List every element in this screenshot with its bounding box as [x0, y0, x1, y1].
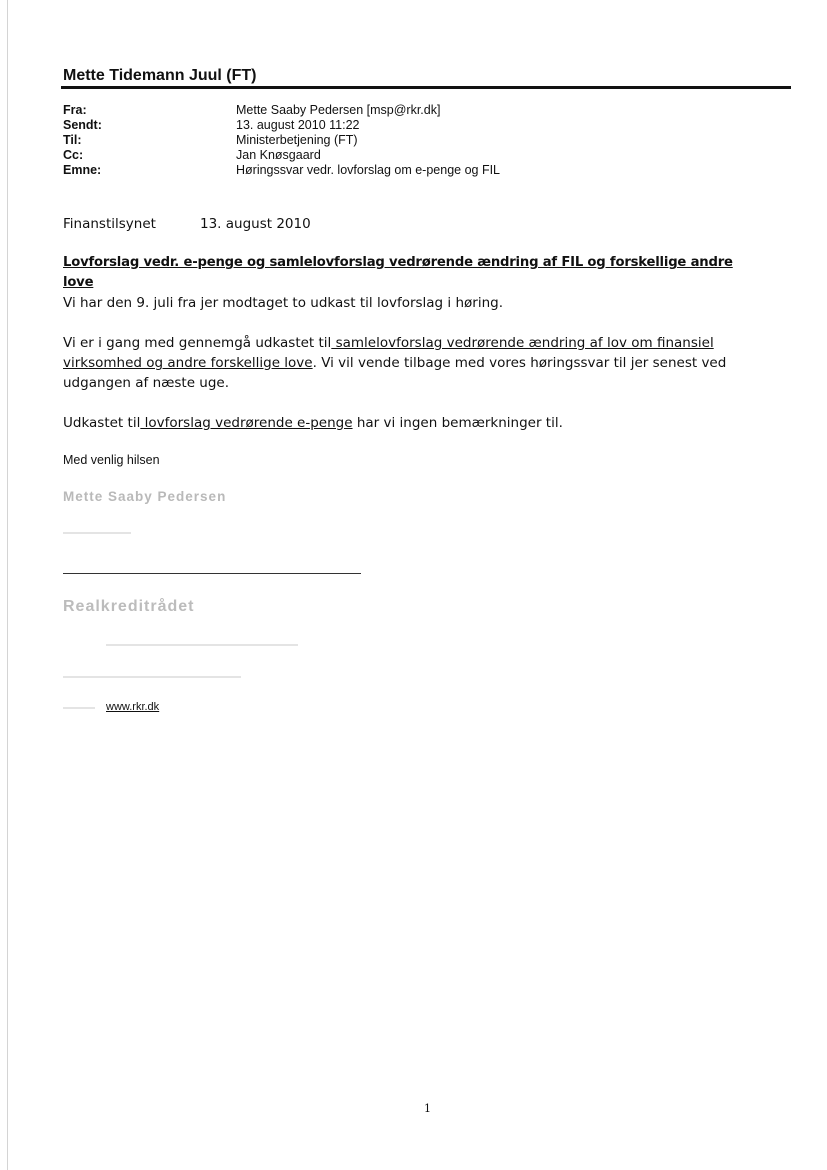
- paragraph-text: . Vi vil vende tilbage med vores høringssvar til jer senest ved udgangen af næste uge.: [63, 355, 727, 391]
- meta-label: Cc:: [63, 148, 84, 162]
- page-number: 1: [424, 1102, 431, 1115]
- website-link[interactable]: www.rkr.dk: [106, 701, 160, 713]
- dateline: [63, 214, 763, 234]
- faded-signature-line: [63, 532, 131, 534]
- meta-row-sent: [63, 118, 763, 133]
- meta-value-cc: Jan Knøsgaard: [236, 148, 321, 162]
- referenced-bill-link: lovforslag vedrørende e-penge: [140, 415, 353, 431]
- paragraph-text: har vi ingen bemærkninger til.: [352, 415, 563, 431]
- letter-date: 13. august 2010: [200, 216, 311, 232]
- scan-edge-line: [7, 0, 8, 1170]
- meta-label: Sendt:: [63, 118, 102, 132]
- faded-web-label: [63, 707, 95, 709]
- meta-value-to: Ministerbetjening (FT): [236, 133, 358, 147]
- meta-row-subject: [63, 163, 763, 178]
- meta-row-to: [63, 133, 763, 148]
- signature-name: Mette Saaby Pedersen: [63, 489, 227, 504]
- meta-row-from: [63, 103, 763, 118]
- email-metadata: [63, 103, 763, 178]
- meta-value-subject: Høringssvar vedr. lovforslag om e-penge og FIL: [236, 163, 501, 177]
- faded-contact-line: [63, 676, 241, 678]
- meta-label: Emne:: [63, 163, 102, 177]
- signature-org: Realkreditrådet: [63, 598, 195, 615]
- referenced-bill-link: samlelovforslag vedrørende ændring af lov om finansiel virksomhed og andre forskellige love: [63, 335, 714, 371]
- signature-divider: [63, 573, 361, 574]
- paragraph-2: [63, 333, 763, 393]
- meta-label: Fra:: [63, 103, 87, 117]
- meta-label: Til:: [63, 133, 82, 147]
- closing-greeting: Med venlig hilsen: [63, 453, 160, 467]
- paragraph-text: Udkastet til: [63, 415, 141, 431]
- header-divider: [61, 86, 791, 89]
- meta-value-from: Mette Saaby Pedersen [msp@rkr.dk]: [236, 103, 441, 117]
- recipient-org: Finanstilsynet: [63, 216, 156, 232]
- paragraph-text: Vi er i gang med gennemgå udkastet til: [63, 335, 332, 351]
- paragraph-3: [63, 413, 763, 433]
- meta-row-cc: [63, 148, 763, 163]
- faded-address-line: [106, 644, 298, 646]
- mailbox-owner-name: Mette Tidemann Juul (FT): [63, 67, 257, 84]
- paragraph-1: Vi har den 9. juli fra jer modtaget to udkast til lovforslag i høring.: [63, 295, 503, 311]
- letter-subject: Lovforslag vedr. e-penge og samlelovforslag vedrørende ændring af FIL og forskellige andre love: [63, 255, 733, 290]
- meta-value-sent: 13. august 2010 11:22: [236, 118, 360, 132]
